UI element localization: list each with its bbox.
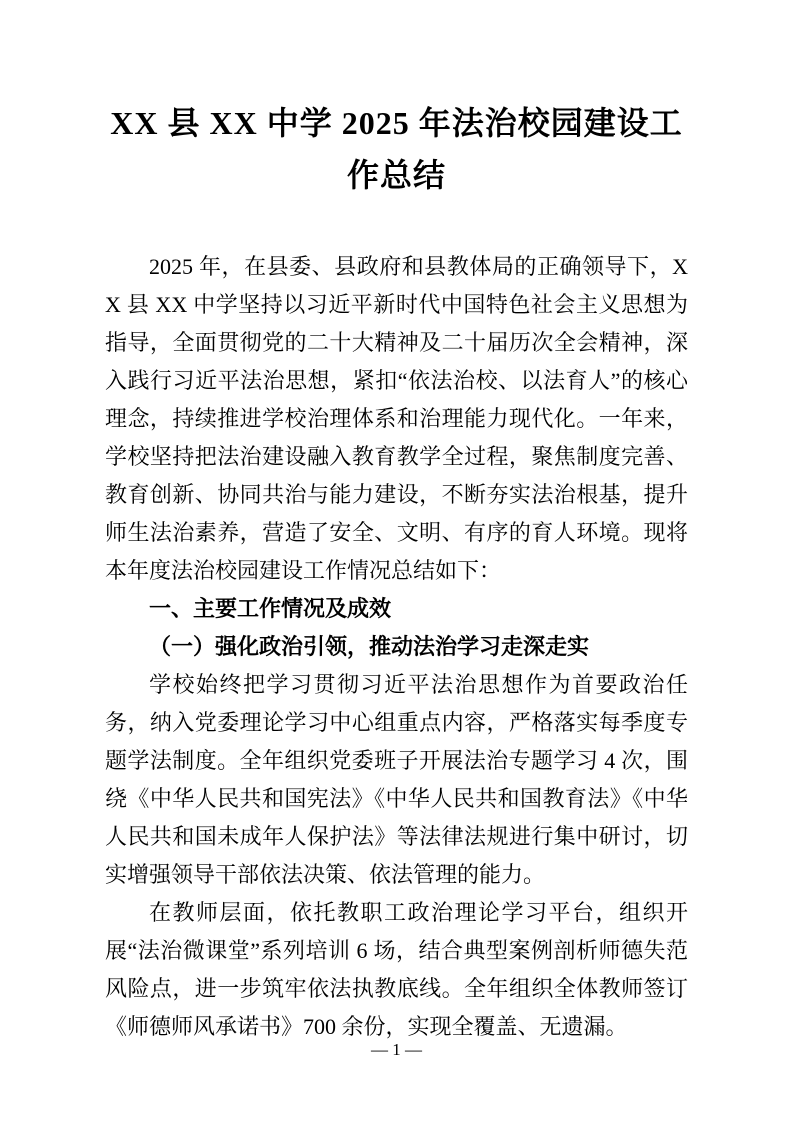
paragraph-intro: 2025 年，在县委、县政府和县教体局的正确领导下，XX 县 XX 中学坚持以习近平新时代中国特色社会主义思想为指导，全面贯彻党的二十大精神及二十届历次全会精神，深入践行习近平法治思想，紧扣“依法治校、以法育人”的核心理念，持续推进学校治理体系和治理能力现代化。一年来，学校坚持把法治建设融入教育教学全过程，聚焦制度完善、教育创新、协同共治与能力建设，不断夯实法治根基，提升师生法治素养，营造了安全、文明、有序的育人环境。现将本年度法治校园建设工作情况总结如下：: [105, 253, 688, 583]
document-title: XX 县 XX 中学 2025 年法治校园建设工作总结: [110, 105, 683, 193]
paragraph-teacher-training: 在教师层面，依托教职工政治理论学习平台，组织开展“法治微课堂”系列培训 6 场，结合典型案例剖析师德失范风险点，进一步筑牢依法执教底线。全年组织全体教师签订《师德师风承诺书》700 余份，实现全覆盖、无遗漏。: [105, 899, 688, 1039]
paragraph-party-committee-study: 学校始终把学习贯彻习近平法治思想作为首要政治任务，纳入党委理论学习中心组重点内容，严格落实每季度专题学法制度。全年组织党委班子开展法治专题学习 4 次，围绕《中华人民共和国宪法》《中华人民共和国教育法》《中华人民共和国未成年人保护法》等法律法规进行集中研讨，切实增强领导干部依法决策、依法管理的能力。: [105, 671, 688, 887]
subsection-heading-political-guidance: （一）强化政治引领，推动法治学习走深走实: [149, 633, 590, 659]
page-number: — 1 —: [371, 1040, 422, 1059]
section-heading-main-work: 一、主要工作情况及成效: [149, 595, 392, 621]
